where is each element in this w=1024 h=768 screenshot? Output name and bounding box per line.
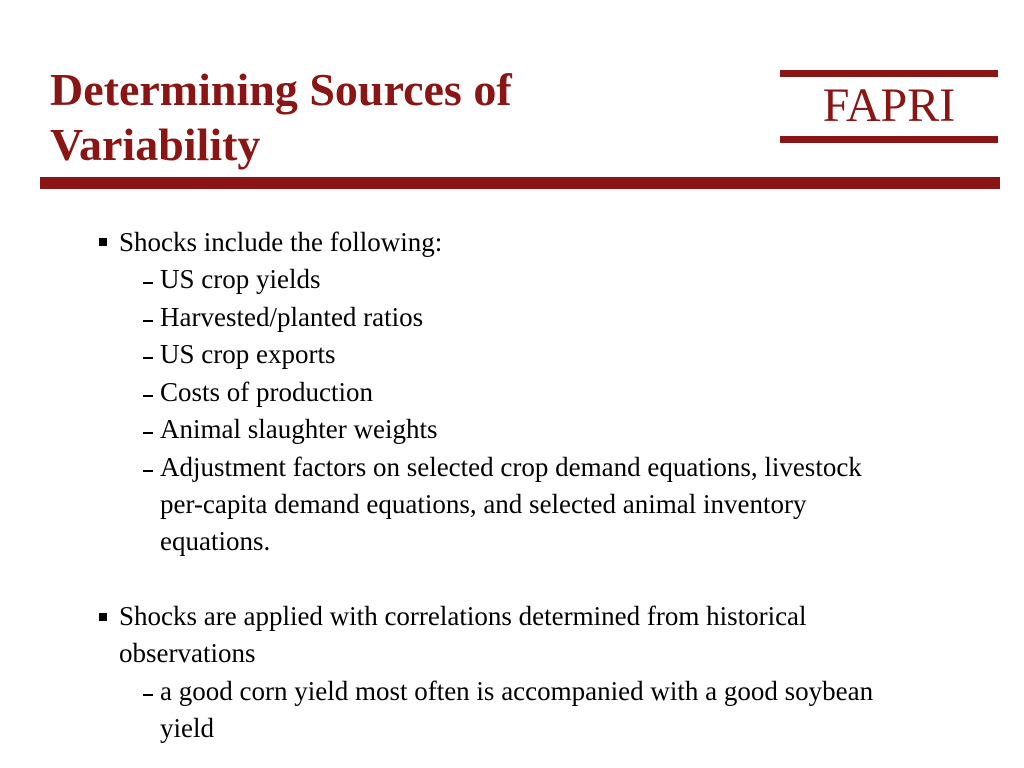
- sub-bullet-dash: [143, 357, 153, 359]
- bullet-2-text-line-2: observations: [119, 638, 256, 668]
- sub-bullet-dash: [143, 432, 153, 434]
- sub-bullet-adjustment-factors-line-1: Adjustment factors on selected crop demand equations, livestock: [160, 452, 862, 482]
- sub-bullet-adjustment-factors-line-2: per-capita demand equations, and selected animal inventory: [160, 489, 807, 519]
- bullet-marker: [99, 238, 107, 246]
- logo-text: FAPRI: [822, 79, 956, 132]
- sub-bullet-dash: [143, 320, 153, 322]
- sub-bullet-us-crop-exports: US crop exports: [160, 339, 336, 369]
- sub-bullet-dash: [143, 282, 153, 284]
- sub-bullet-corn-soybean-line-1: a good corn yield most often is accompanied with a good soybean: [160, 676, 874, 706]
- sub-bullet-costs-of-production: Costs of production: [160, 377, 373, 407]
- bullet-marker: [99, 613, 107, 621]
- sub-bullet-adjustment-factors-line-3: equations.: [160, 526, 271, 556]
- slide-title-line-1: Determining Sources of: [50, 64, 512, 115]
- sub-bullet-dash: [143, 395, 153, 397]
- bullet-1-text: Shocks include the following:: [119, 227, 443, 257]
- sub-bullet-us-crop-yields: US crop yields: [160, 264, 321, 294]
- sub-bullet-harvested-planted: Harvested/planted ratios: [160, 302, 424, 332]
- sub-bullet-dash: [143, 694, 153, 696]
- sub-bullet-slaughter-weights: Animal slaughter weights: [160, 414, 438, 444]
- sub-bullet-corn-soybean-line-2: yield: [160, 713, 214, 743]
- slide-title-line-2: Variability: [50, 119, 261, 170]
- sub-bullet-dash: [143, 470, 153, 472]
- bullet-2-text-line-1: Shocks are applied with correlations determined from historical: [119, 601, 807, 631]
